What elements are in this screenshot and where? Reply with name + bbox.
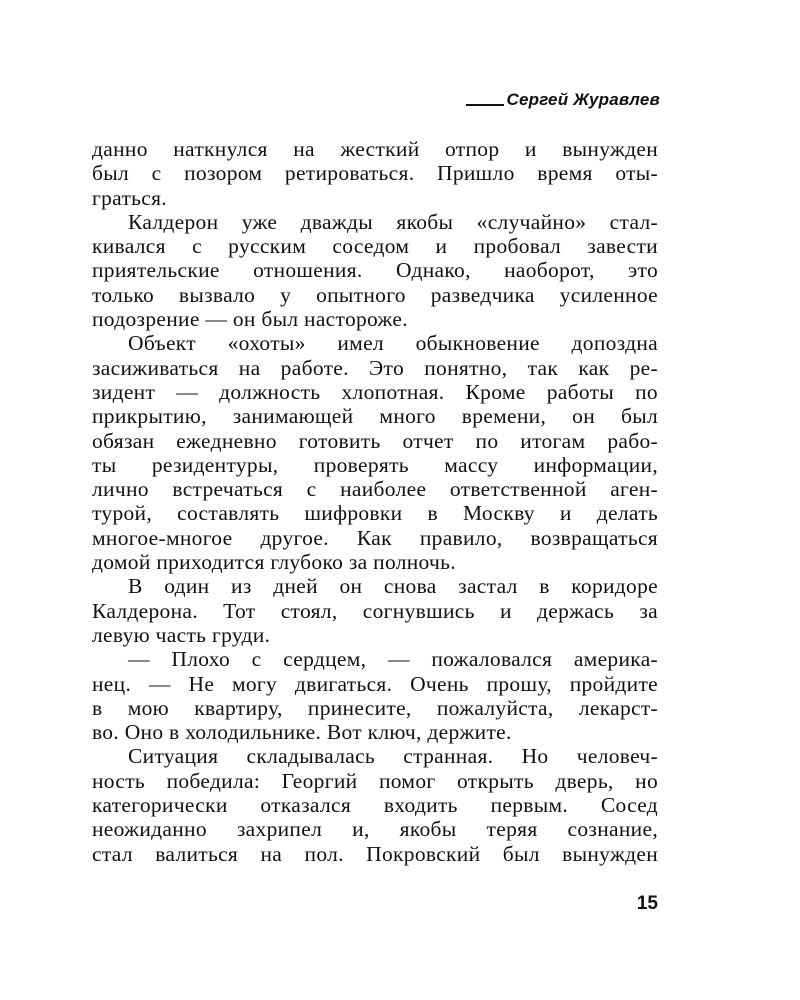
text-line: категорически отказался входить первым. Сосед — [92, 793, 658, 818]
text-line: только вызвало у опытного разведчика усиленное — [92, 282, 658, 307]
paragraph-first-line: Ситуация складывалась странная. Но человеч- — [128, 744, 658, 769]
running-header — [466, 90, 660, 110]
paragraph-first-line: — Плохо с сердцем, — пожаловался америка- — [128, 647, 658, 672]
text-line: подозрение — он был настороже. — [92, 307, 408, 332]
text-line: засиживаться на работе. Это понятно, так как ре- — [92, 355, 658, 380]
paragraph-first-line: В один из дней он снова застал в коридоре — [128, 574, 658, 599]
text-line: во. Оно в холодильнике. Вот ключ, держите. — [92, 720, 512, 745]
text-line: неожиданно захрипел и, якобы теряя сознание, — [92, 817, 658, 842]
text-line: обязан ежедневно готовить отчет по итогам рабо- — [92, 428, 658, 453]
text-line: в мою квартиру, принесите, пожалуйста, лекарст- — [92, 695, 658, 720]
text-line: турой, составлять шифровки в Москву и делать — [92, 501, 658, 526]
body-text — [92, 137, 658, 866]
text-line: приятельские отношения. Однако, наоборот, это — [92, 258, 658, 283]
paragraph-first-line: Объект «охоты» имел обыкновение допоздна — [128, 331, 658, 356]
text-line: стал валиться на пол. Покровский был вынужден — [92, 841, 658, 866]
text-line: ность победила: Георгий помог открыть дверь, но — [92, 768, 658, 793]
page-number: 15 — [636, 893, 658, 914]
text-line: ты резидентуры, проверять массу информации, — [92, 452, 658, 477]
text-line: нец. — Не могу двигаться. Очень прошу, пройдите — [92, 671, 658, 696]
text-line: данно наткнулся на жесткий отпор и вынужден — [92, 137, 658, 161]
header-rule — [466, 104, 504, 106]
text-line: прикрытию, занимающей много времени, он был — [92, 404, 658, 429]
text-line: граться. — [92, 185, 167, 210]
text-line: зидент — должность хлопотная. Кроме работы по — [92, 379, 658, 404]
author-name: Сергей Журавлев — [506, 90, 660, 109]
text-line: домой приходится глубоко за полночь. — [92, 550, 456, 575]
text-line: Калдерона. Тот стоял, согнувшись и держась за — [92, 598, 658, 623]
text-line: левую часть груди. — [92, 622, 271, 647]
text-line: лично встречаться с наиболее ответственной аген- — [92, 477, 658, 502]
text-line: многое-многое другое. Как правило, возвращаться — [92, 525, 658, 550]
text-line: был с позором ретироваться. Пришло время оты- — [92, 161, 658, 186]
text-line: кивался с русским соседом и пробовал завести — [92, 234, 658, 259]
paragraph-first-line: Калдерон уже дважды якобы «случайно» стал- — [128, 209, 658, 234]
